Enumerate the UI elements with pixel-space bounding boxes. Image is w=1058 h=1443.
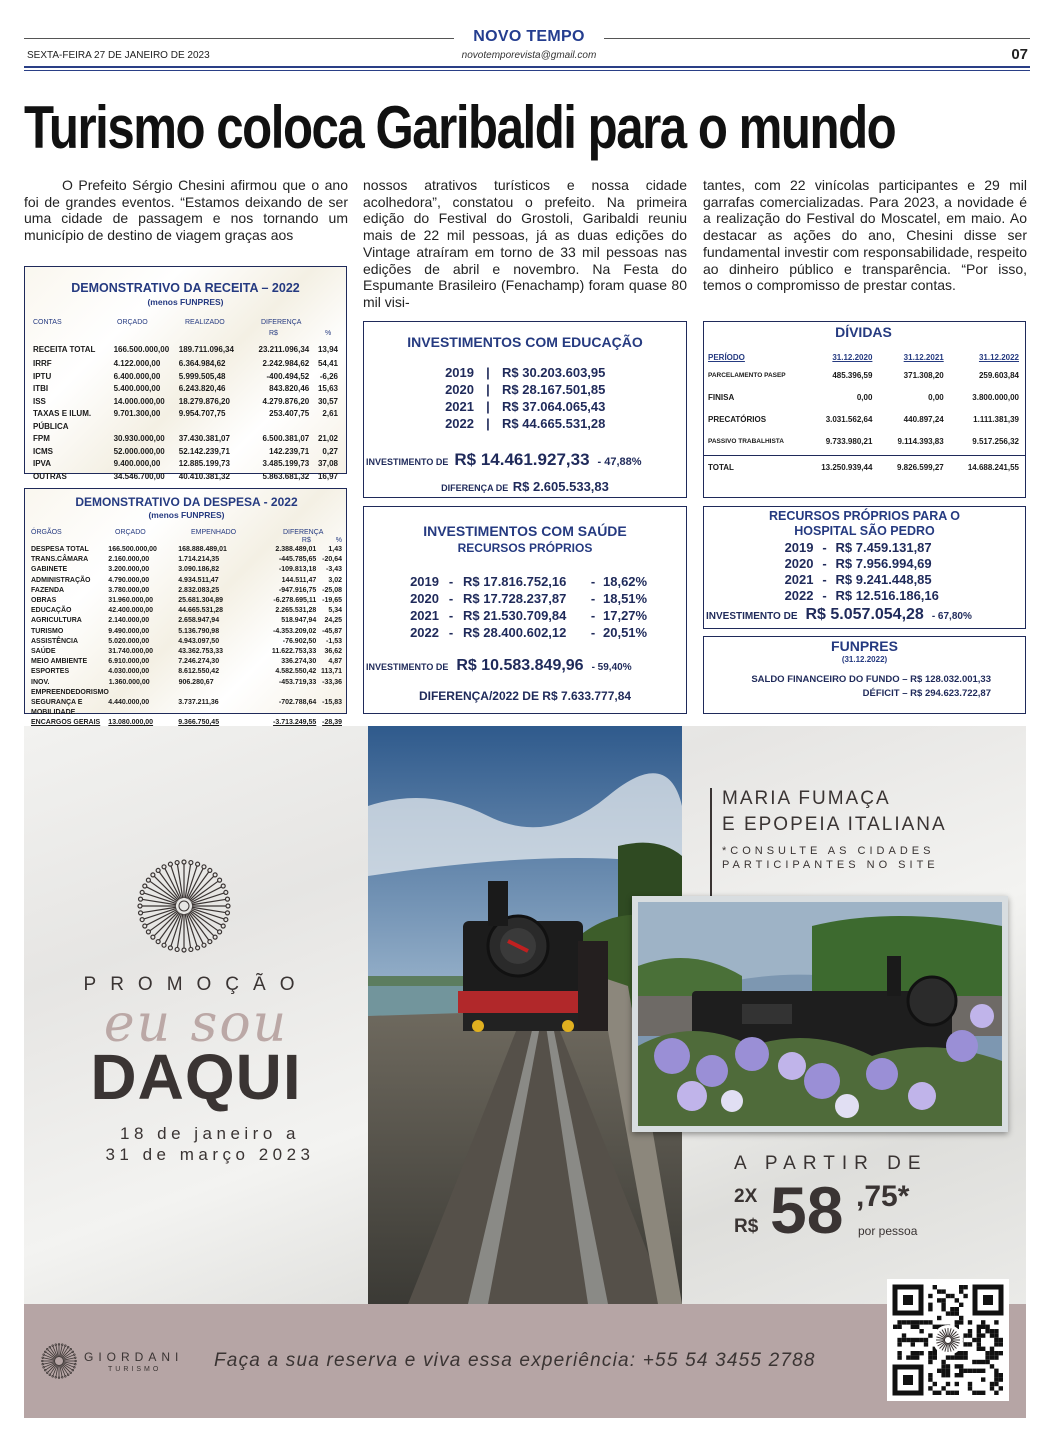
train-photo-flowers bbox=[632, 896, 1008, 1132]
price-from: A PARTIR DE bbox=[734, 1153, 928, 1174]
educacao-year-row: 2020 | R$ 28.167.501,85 bbox=[445, 382, 606, 397]
saude-box bbox=[363, 506, 687, 714]
hospital-title-2: HOSPITAL SÃO PEDRO bbox=[794, 524, 935, 538]
educacao-diferenca: DIFERENÇA DE R$ 2.605.533,83 bbox=[441, 479, 609, 494]
funpres-date: (31.12.2022) bbox=[841, 655, 888, 664]
dividas-box bbox=[703, 321, 1026, 498]
receita-row: RECEITA TOTAL 166.500.000,00 189.711.096,34 23.211.096,34 13,94 bbox=[33, 344, 338, 354]
price-integer: 58 bbox=[770, 1173, 844, 1247]
despesa-row: OBRAS 31.960.000,00 25.681.304,89 -6.278.695,11 -19,65 bbox=[31, 597, 342, 605]
qr-code-icon[interactable] bbox=[887, 1279, 1009, 1401]
educacao-investimento: INVESTIMENTO DE R$ 14.461.927,33 - 47,88% bbox=[366, 450, 642, 469]
educacao-title: INVESTIMENTOS COM EDUCAÇÃO bbox=[407, 334, 643, 350]
hospital-box bbox=[703, 506, 1026, 629]
receita-table: DEMONSTRATIVO DA RECEITA – 2022 (menos FUNPRES) CONTAS ORÇADO REALIZADO DIFERENÇA R$ % RECEITA TOTAL 166.500.000,00 189.711.096,34 23.211.096,34 13,94 IRRF 4.122.000,00 6.364.984,62 2.242.984,62 54,41 IPTU 6.400.000,00 5.999.505,48 -400.494,52 -6,26 ITBI 5.400.000,00 6.243.820,46 843.820,46 15,63 ISS 14.000.000,00 18.279.876,20 4.279.876,20 30,57 TAXAS E ILUM. PÚBLICA 9.701.300,00 9.954.707,75 253.407,75 2,61 FPM 30.930.000,00 37.430.381,07 6.500.381,07 21,02 ICMS 52.000.000,00 52.142.239,71 142.239,71 0,27 IPVA 9.400.000,00 12.885.199,73 3.485.199,73 37,08 OUTRAS 34.546.700,00 40.410.381,32 5.863.681,32 16,97 bbox=[24, 266, 347, 474]
hospital-title-1: RECURSOS PRÓPRIOS PARA O bbox=[769, 509, 960, 523]
educacao-box bbox=[363, 321, 687, 498]
educacao-year-row: 2022 | R$ 44.665.531,28 bbox=[445, 416, 606, 431]
despesa-row: ADMINISTRAÇÃO 4.790.000,00 4.934.511,47 144.511,47 3,02 bbox=[31, 576, 342, 584]
promo-script: eu sou bbox=[103, 994, 289, 1054]
despesa-row: ENCARGOS GERAIS 13.080.000,00 9.366.750,45 -3.713.249,55 -28,39 bbox=[31, 719, 342, 727]
hospital-investimento: INVESTIMENTO DE R$ 5.057.054,28 - 67,80% bbox=[706, 606, 972, 623]
issue-date: SEXTA-FEIRA 27 DE JANEIRO DE 2023 bbox=[27, 50, 210, 61]
hospital-year-row: 2022 - R$ 12.516.186,16 bbox=[784, 588, 939, 603]
dividas-row: PASSIVO TRABALHISTA 9.733.980,21 9.114.393,83 9.517.256,32 bbox=[708, 436, 1019, 446]
despesa-row: ASSISTÊNCIA 5.020.000,00 4.943.097,50 -76.902,50 -1,53 bbox=[31, 637, 342, 645]
brand-name: GIORDANI bbox=[84, 1350, 184, 1364]
article-col-1: O Prefeito Sérgio Chesini afirmou que o ano foi de grandes eventos. “Estamos deixando de ser uma cidade de passagem e nos tornando um município de destino de viagem graças aos bbox=[24, 177, 348, 244]
sunburst-logo-icon bbox=[136, 858, 232, 954]
giordani-logo-icon bbox=[40, 1342, 78, 1380]
route-title-1: MARIA FUMAÇA bbox=[722, 788, 891, 809]
dividas-row: PRECATÓRIOS 3.031.562,64 440.897,24 1.111.381,39 bbox=[708, 414, 1019, 424]
saude-investimento: INVESTIMENTO DE R$ 10.583.849,96 - 59,40% bbox=[366, 657, 632, 674]
travel-advertisement[interactable] bbox=[24, 726, 1026, 1418]
promo-dates-1: 18 de janeiro a bbox=[120, 1124, 300, 1143]
contact-email[interactable]: novotemporevista@gmail.com bbox=[461, 50, 597, 61]
route-note-2: PARTICIPANTES NO SITE bbox=[722, 859, 939, 871]
hospital-year-row: 2021 - R$ 9.241.448,85 bbox=[784, 572, 932, 587]
route-note-1: *CONSULTE AS CIDADES bbox=[722, 845, 935, 857]
despesa-row: AGRICULTURA 2.140.000,00 2.658.947,94 518.947,94 24,25 bbox=[31, 617, 342, 625]
dividas-header: PERÍODO 31.12.2020 31.12.2021 31.12.2022 bbox=[708, 353, 1019, 362]
route-title-2: E EPOPEIA ITALIANA bbox=[722, 814, 947, 835]
price-times: 2X bbox=[734, 1186, 758, 1207]
despesa-row: GABINETE 3.200.000,00 3.090.186,82 -109.813,18 -3,43 bbox=[31, 566, 342, 574]
receita-row: IRRF 4.122.000,00 6.364.984,62 2.242.984,62 54,41 bbox=[33, 359, 338, 368]
article-col-2: nossos atrativos turísticos e nossa cidade acolhedora”, constatou o prefeito. Na primeira edição do Festival do Grostoli, Garibaldi reuniu mais de 22 mil pessoas, já as duas edições do Vintage atraíram em torno de 33 mil pessoas nas edições de abril e novembro. Na Festa do Espumante Brasileiro (Fenachamp) foram quase 80 mil visi- bbox=[363, 177, 687, 310]
dividas-total: TOTAL 13.250.939,44 9.826.599,27 14.688.241,55 bbox=[708, 462, 1019, 472]
despesa-title: DEMONSTRATIVO DA DESPESA - 2022 bbox=[75, 495, 298, 509]
funpres-title: FUNPRES bbox=[831, 638, 898, 654]
saude-year-row: 2021 - R$ 21.530.709,84 - 17,27% bbox=[410, 608, 648, 623]
promo-daqui: DAQUI bbox=[90, 1041, 302, 1113]
dividas-row: PARCELAMENTO PASEP 485.396,59 371.308,20 259.603,84 bbox=[708, 370, 1019, 380]
despesa-row: MEIO AMBIENTE 6.910.000,00 7.246.274,30 336.274,30 4,87 bbox=[31, 658, 342, 666]
promo-dates-2: 31 de março 2023 bbox=[105, 1145, 315, 1164]
despesa-row: TRANS.CÂMARA 2.160.000,00 1.714.214,35 -445.785,65 -20,64 bbox=[31, 556, 342, 564]
despesa-subtitle: (menos FUNPRES) bbox=[148, 510, 225, 520]
receita-row: FPM 30.930.000,00 37.430.381,07 6.500.381,07 21,02 bbox=[33, 434, 338, 443]
receita-row: ITBI 5.400.000,00 6.243.820,46 843.820,46 15,63 bbox=[33, 384, 338, 393]
despesa-row: TURISMO 9.490.000,00 5.136.790,98 -4.353.209,02 -45,87 bbox=[31, 627, 342, 635]
price-currency: R$ bbox=[734, 1216, 759, 1237]
receita-row: ISS 14.000.000,00 18.279.876,20 4.279.876,20 30,57 bbox=[33, 396, 338, 406]
despesa-row: INOV. EMPREENDEDORISMO 1.360.000,00 906.280,67 -453.719,33 -33,36 bbox=[31, 678, 342, 696]
despesa-row: SAÚDE 31.740.000,00 43.362.753,33 11.622.753,33 36,62 bbox=[31, 648, 342, 656]
price-per-person: por pessoa bbox=[858, 1224, 918, 1238]
saude-subtitle: RECURSOS PRÓPRIOS bbox=[457, 541, 593, 555]
receita-subtitle: (menos FUNPRES) bbox=[147, 297, 224, 307]
funpres-deficit: DÉFICIT – R$ 294.623.722,87 bbox=[862, 688, 991, 699]
despesa-row: SEGURANÇA E MOBILIDADE 4.440.000,00 3.737.211,36 -702.788,64 -15,83 bbox=[31, 699, 342, 717]
headline: Turismo coloca Garibaldi para o mundo bbox=[24, 94, 896, 161]
brand-sub: TURISMO bbox=[108, 1366, 162, 1373]
hospital-year-row: 2019 - R$ 7.459.131,87 bbox=[784, 540, 932, 555]
dividas-title: DÍVIDAS bbox=[835, 324, 892, 340]
funpres-box bbox=[703, 636, 1026, 714]
promo-label: PROMOÇÃO bbox=[83, 974, 309, 995]
educacao-year-row: 2019 | R$ 30.203.603,95 bbox=[445, 365, 606, 380]
receita-row: OUTRAS 34.546.700,00 40.410.381,32 5.863.681,32 16,97 bbox=[33, 471, 338, 481]
receita-header: CONTAS ORÇADO REALIZADO DIFERENÇA bbox=[33, 319, 302, 326]
receita-title: DEMONSTRATIVO DA RECEITA – 2022 bbox=[71, 281, 300, 295]
receita-row: IPVA 9.400.000,00 12.885.199,73 3.485.199,73 37,08 bbox=[33, 459, 338, 468]
saude-title: INVESTIMENTOS COM SAÚDE bbox=[423, 523, 627, 539]
article-col-3: tantes, com 22 vinícolas participantes e 29 mil garrafas comercializadas. Para 2023, a novidade é a realização do Festival do Moscatel, em maio. Ao destacar as ações do ano, Chesini disse ser fundamental investir com responsabilidade, respeito ao dinheiro público e transparência. “Por isso, temos o compromisso de prestar contas. bbox=[703, 177, 1027, 294]
saude-diferenca: DIFERENÇA/2022 DE R$ 7.633.777,84 bbox=[418, 689, 632, 703]
hospital-year-row: 2020 - R$ 7.956.994,69 bbox=[784, 556, 932, 571]
saude-year-row: 2019 - R$ 17.816.752,16 - 18,62% bbox=[410, 574, 648, 589]
receita-row: ICMS 52.000.000,00 52.142.239,71 142.239,71 0,27 bbox=[33, 446, 338, 456]
despesa-row: ESPORTES 4.030.000,00 8.612.550,42 4.582.550,42 113,71 bbox=[31, 668, 342, 676]
despesa-table: DEMONSTRATIVO DA DESPESA - 2022 (menos FUNPRES) ÓRGÃOS ORÇADO EMPENHADO DIFERENÇA R$ % DESPESA TOTAL 166.500.000,00 168.888.489,01 2.388.489,01 1,43 TRANS.CÂMARA 2.160.000,00 1.714.214,35 -445.785,65 -20,64 GABINETE 3.200.000,00 3.090.186,82 -109.813,18 -3,43 ADMINISTRAÇÃO 4.790.000,00 4.934.511,47 144.511,47 3,02 FAZENDA 3.780.000,00 2.832.083,25 -947.916,75 -25,08 OBRAS 31.960.000,00 25.681.304,89 -6.278.695,11 -19,65 EDUCAÇÃO 42.400.000,00 44.665.531,28 2.265.531,28 5,34 AGRICULTURA 2.140.000,00 2.658.947,94 518.947,94 24,25 TURISMO 9.490.000,00 5.136.790,98 -4.353.209,02 -45,87 ASSISTÊNCIA 5.020.000,00 4.943.097,50 -76.902,50 -1,53 SAÚDE 31.740.000,00 43.362.753,33 11.622.753,33 36,62 MEIO AMBIENTE 6.910.000,00 7.246.274,30 336.274,30 4,87 ESPORTES 4.030.000,00 8.612.550,42 4.582.550,42 113,71 INOV. EMPREENDEDORISMO 1.360.000,00 906.280,67 -453.719,33 -33,36 SEGURANÇA E MOBILIDADE 4.440.000,00 3.737.211,36 -702.788,64 -15,83 ENCARGOS GERAIS 13.080.000,00 9.366.750,45 -3.713.249,55 -28,39 bbox=[24, 488, 347, 714]
saude-year-row: 2020 - R$ 17.728.237,87 - 18,51% bbox=[410, 591, 648, 606]
dividas-row: FINISA 0,00 0,00 3.800.000,00 bbox=[708, 392, 1019, 402]
saude-year-row: 2022 - R$ 28.400.602,12 - 20,51% bbox=[410, 625, 648, 640]
despesa-header: ÓRGÃOS ORÇADO EMPENHADO DIFERENÇA bbox=[31, 529, 324, 536]
receita-row: TAXAS E ILUM. PÚBLICA 9.701.300,00 9.954.707,75 253.407,75 2,61 bbox=[33, 409, 338, 431]
funpres-saldo: SALDO FINANCEIRO DO FUNDO – R$ 128.032.001,33 bbox=[751, 674, 991, 685]
price-decimal: ,75* bbox=[856, 1180, 910, 1213]
page-number: 07 bbox=[1011, 46, 1028, 63]
despesa-row: FAZENDA 3.780.000,00 2.832.083,25 -947.916,75 -25,08 bbox=[31, 586, 342, 594]
newspaper-name: NOVO TEMPO bbox=[473, 28, 585, 45]
receita-row: IPTU 6.400.000,00 5.999.505,48 -400.494,52 -6,26 bbox=[33, 371, 338, 381]
educacao-year-row: 2021 | R$ 37.064.065,43 bbox=[445, 399, 606, 414]
despesa-row: EDUCAÇÃO 42.400.000,00 44.665.531,28 2.265.531,28 5,34 bbox=[31, 607, 342, 615]
despesa-row: DESPESA TOTAL 166.500.000,00 168.888.489,01 2.388.489,01 1,43 bbox=[31, 546, 342, 553]
reservation-cta[interactable]: Faça a sua reserva e viva essa experiência: +55 54 3455 2788 bbox=[214, 1350, 816, 1371]
